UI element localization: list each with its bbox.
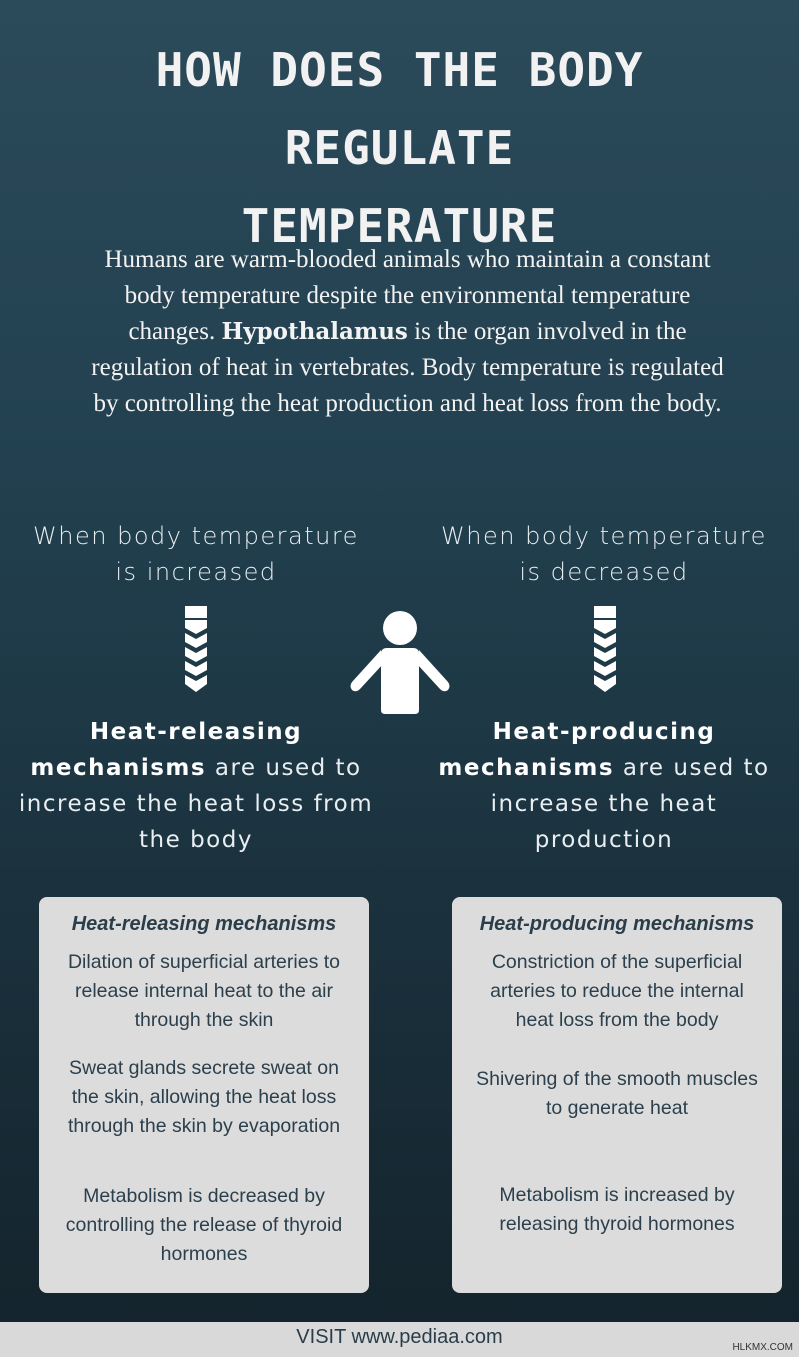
condition-increased-line-2: is increased [115,558,277,586]
heat-releasing-summary-text: are used to increase the heat loss from the body [18,755,374,853]
list-item: Constriction of the superficial arteries to reduce the internal heat loss from the body [490,951,744,1031]
heat-releasing-card-title: Heat-releasing mechanisms [71,913,337,935]
intro-bold-term: Hypothalamus [221,318,408,345]
list-item: Dilation of superficial arteries to release internal heat to the air through the skin [67,951,341,1031]
chevron-down-stack-icon [594,606,616,692]
title-line-1: HOW DOES THE BODY [155,42,644,97]
person-icon [350,610,450,715]
condition-increased [16,518,376,590]
watermark: HLKMX.COM [732,1342,793,1353]
page-title [0,31,799,265]
list-item: Metabolism is decreased by controlling the release of thyroid hormones [65,1185,343,1265]
chevron-down-stack-icon [185,606,207,692]
title-line-3: TEMPERATURE [241,198,558,253]
footer-visit-link[interactable] [0,1322,799,1357]
intro-text-1: Humans are warm-blooded animals who maintain a constant body temperature despite the environmental temperature changes. [104,246,711,345]
title-line-2: REGULATE [284,120,515,175]
condition-increased-line-1: When body temperature [33,522,359,550]
condition-decreased [424,518,784,590]
heat-releasing-summary [16,714,376,858]
heat-releasing-summary-bold: Heat-releasing mechanisms [30,719,303,781]
condition-decreased-line-2: is decreased [519,558,689,586]
heat-producing-summary-text: are used to increase the heat production [490,755,770,853]
list-item: Metabolism is increased by releasing thyroid hormones [499,1184,735,1235]
list-item: Shivering of the smooth muscles to generate heat [476,1068,758,1119]
list-item: Sweat glands secrete sweat on the skin, allowing the heat loss through the skin by evaporation [67,1057,341,1137]
heat-producing-summary-bold: Heat-producing mechanisms [438,719,716,781]
heat-producing-card [452,897,782,1293]
intro-text-2: is the organ involved in the regulation of heat in vertebrates. Body temperature is regulated by controlling the heat production and heat loss from the body. [91,318,724,417]
condition-decreased-line-1: When body temperature [441,522,767,550]
heat-producing-card-title: Heat-producing mechanisms [479,913,755,935]
intro-paragraph [80,242,735,422]
heat-releasing-card [39,897,369,1293]
footer-text: VISIT www.pediaa.com [296,1326,503,1348]
heat-producing-summary [424,714,784,858]
